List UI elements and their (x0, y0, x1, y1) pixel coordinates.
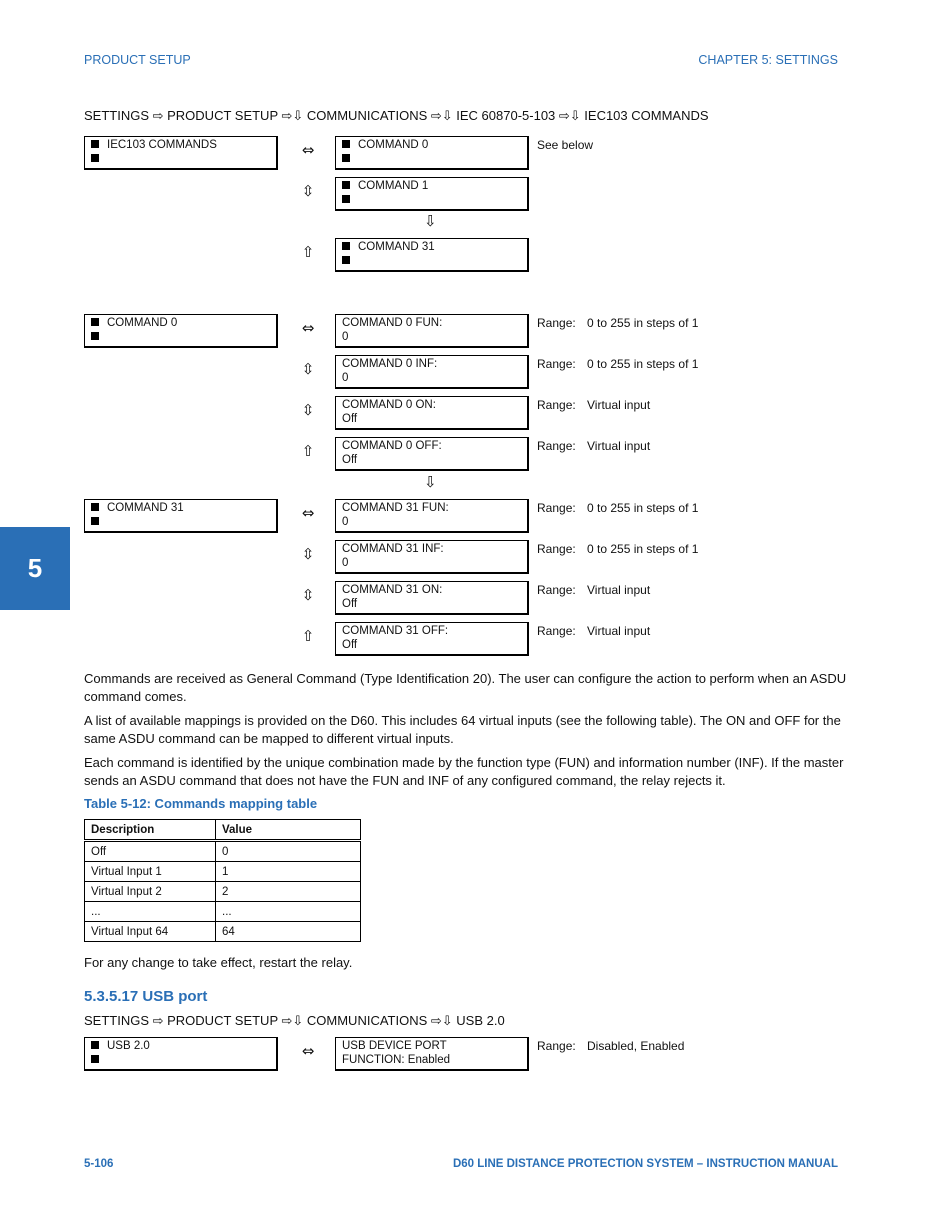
range-value: Virtual input (587, 439, 651, 453)
setting-box (335, 314, 529, 348)
menu-marker-icon (91, 332, 99, 340)
iec103-commands-menu (84, 136, 278, 170)
menu-marker-icon (91, 503, 99, 511)
box-text: COMMAND 31 INF: (342, 543, 444, 555)
table-row (85, 922, 361, 942)
navigation-arrow-icon: ⇔ (301, 141, 315, 159)
command-31-menu (84, 499, 278, 533)
box-value: 0 (342, 371, 349, 384)
box-line (91, 516, 270, 530)
body-text (84, 670, 850, 1075)
navigation-arrow-icon: ⇳ (301, 360, 315, 378)
box-text: COMMAND 31 (358, 241, 435, 253)
commands-mapping-table (84, 819, 361, 942)
box-line (91, 1054, 270, 1068)
value-cell: 2 (216, 882, 361, 902)
navigation-arrow-icon: ⇳ (301, 586, 315, 604)
setting-box (335, 437, 529, 471)
box-line (342, 372, 521, 386)
command-menu-box (335, 238, 529, 272)
command-menu-box (335, 177, 529, 211)
box-line (342, 399, 521, 413)
setting-box (335, 355, 529, 389)
range-info (537, 1039, 685, 1053)
restart-note: For any change to take effect, restart the relay. (84, 955, 353, 970)
navigation-arrow-icon: ⇧ (301, 243, 315, 261)
menu-marker-icon (91, 1041, 99, 1049)
box-line (342, 1054, 521, 1068)
box-text: COMMAND 31 ON: (342, 584, 443, 596)
table-caption: Table 5-12: Commands mapping table (84, 796, 318, 811)
table-header-row (85, 820, 361, 841)
settings-path-iec103: SETTINGS ⇨ PRODUCT SETUP ⇨⇩ COMMUNICATIONS ⇨⇩ IEC 60870-5-103 ⇨⇩ IEC103 COMMANDS (84, 108, 709, 123)
setting-box (335, 622, 529, 656)
box-line (342, 180, 521, 194)
header-left: PRODUCT SETUP (84, 53, 191, 67)
command-0-menu (84, 314, 278, 348)
range-info (537, 542, 699, 556)
box-text: COMMAND 0 OFF: (342, 440, 442, 452)
usb-menu (84, 1037, 278, 1071)
see-below-note: See below (537, 138, 594, 152)
table-row (85, 862, 361, 882)
menu-marker-icon (342, 181, 350, 189)
box-line (342, 543, 521, 557)
box-text: USB DEVICE PORT (342, 1040, 447, 1052)
navigation-arrow-icon: ⇳ (301, 182, 315, 200)
menu-marker-icon (91, 1055, 99, 1063)
chapter-tab: 5 (0, 527, 70, 610)
range-value: 0 to 255 in steps of 1 (587, 501, 699, 515)
range-value: Virtual input (587, 624, 651, 638)
range-label: Range: (537, 1039, 576, 1053)
range-value: 0 to 255 in steps of 1 (587, 357, 699, 371)
range-value: Virtual input (587, 583, 651, 597)
box-line (342, 625, 521, 639)
navigation-arrow-icon: ⇧ (301, 627, 315, 645)
range-label: Range: (537, 357, 576, 371)
box-value: FUNCTION: Enabled (342, 1053, 451, 1066)
range-info (537, 316, 699, 330)
box-line (91, 139, 270, 153)
box-line (342, 502, 521, 516)
setting-box (335, 499, 529, 533)
box-line (342, 440, 521, 454)
box-line (342, 598, 521, 612)
range-value: 0 to 255 in steps of 1 (587, 542, 699, 556)
table-row (85, 841, 361, 862)
value-cell: 64 (216, 922, 361, 942)
box-text: COMMAND 0 INF: (342, 358, 438, 370)
range-label: Range: (537, 316, 576, 330)
menu-marker-icon (342, 242, 350, 250)
box-line (342, 454, 521, 468)
box-value: Off (342, 412, 358, 425)
paragraph: A list of available mappings is provided on the D60. This includes 64 virtual inputs (see the following table). The ON and OFF for the same ASDU command can be mapped to different virtual inputs. (84, 713, 841, 746)
range-label: Range: (537, 501, 576, 515)
value-cell: 1 (216, 862, 361, 882)
description-cell: Virtual Input 1 (85, 862, 216, 882)
range-info (537, 357, 699, 371)
usb-device-port-function-setting (335, 1037, 529, 1071)
box-line (91, 1040, 270, 1054)
box-value: 0 (342, 556, 349, 569)
description-cell: Off (85, 841, 216, 862)
table-row (85, 902, 361, 922)
range-info (537, 624, 651, 638)
menu-marker-icon (342, 140, 350, 148)
box-text: COMMAND 31 FUN: (342, 502, 449, 514)
box-text: USB 2.0 (107, 1040, 150, 1052)
setting-box (335, 396, 529, 430)
range-label: Range: (537, 583, 576, 597)
usb-diagram (84, 1037, 850, 1075)
box-line (91, 502, 270, 516)
box-line (342, 1040, 521, 1054)
box-line (342, 194, 521, 208)
down-arrow-icon: ⇩ (424, 212, 437, 230)
box-line (342, 139, 521, 153)
box-line (342, 358, 521, 372)
description-cell: ... (85, 902, 216, 922)
box-line (342, 639, 521, 653)
navigation-arrow-icon: ⇔ (301, 319, 315, 337)
column-header: Description (85, 820, 216, 841)
menu-marker-icon (91, 318, 99, 326)
section-heading: 5.3.5.17 USB port (84, 988, 208, 1005)
settings-path-usb: SETTINGS ⇨ PRODUCT SETUP ⇨⇩ COMMUNICATIONS ⇨⇩ USB 2.0 (84, 1013, 505, 1028)
navigation-arrow-icon: ⇧ (301, 442, 315, 460)
box-line (342, 317, 521, 331)
menu-marker-icon (91, 517, 99, 525)
menu-marker-icon (342, 195, 350, 203)
box-line (342, 557, 521, 571)
footer-title: D60 LINE DISTANCE PROTECTION SYSTEM – INSTRUCTION MANUAL (452, 1158, 838, 1170)
description-cell: Virtual Input 64 (85, 922, 216, 942)
paragraph: Commands are received as General Command (Type Identification 20). The user can configure the action to perform when an ASDU command comes. (84, 671, 847, 704)
box-text: COMMAND 31 OFF: (342, 625, 449, 637)
down-arrow-icon: ⇩ (424, 473, 437, 491)
column-header: Value (216, 820, 361, 841)
navigation-arrow-icon: ⇔ (301, 504, 315, 522)
menu-marker-icon (342, 256, 350, 264)
box-text: COMMAND 31 (107, 502, 184, 514)
box-line (342, 241, 521, 255)
box-line (342, 331, 521, 345)
box-value: Off (342, 638, 358, 651)
paragraph: Each command is identified by the unique combination made by the function type (FUN) and information number (INF). If the master sends an ASDU command that does not have the FUN and INF of any configured command, the relay rejects it. (84, 755, 844, 788)
box-text: IEC103 COMMANDS (107, 139, 217, 151)
table-row (85, 882, 361, 902)
navigation-arrow-icon: ⇔ (301, 1042, 315, 1060)
header-right: CHAPTER 5: SETTINGS (698, 53, 838, 67)
box-text: COMMAND 1 (358, 180, 429, 192)
box-text: COMMAND 0 (107, 317, 178, 329)
description-cell: Virtual Input 2 (85, 882, 216, 902)
menu-marker-icon (91, 154, 99, 162)
menu-marker-icon (91, 140, 99, 148)
box-line (342, 516, 521, 530)
range-value: Virtual input (587, 398, 651, 412)
box-text: COMMAND 0 (358, 139, 429, 151)
box-text: COMMAND 0 ON: (342, 399, 436, 411)
box-value: 0 (342, 515, 349, 528)
range-label: Range: (537, 542, 576, 556)
range-value: 0 to 255 in steps of 1 (587, 316, 699, 330)
box-text: COMMAND 0 FUN: (342, 317, 443, 329)
box-line (342, 413, 521, 427)
box-line (342, 255, 521, 269)
range-label: Range: (537, 624, 576, 638)
range-label: Range: (537, 398, 576, 412)
value-cell: 0 (216, 841, 361, 862)
box-line (91, 153, 270, 167)
range-info (537, 583, 651, 597)
menu-marker-icon (342, 154, 350, 162)
value-cell: ... (216, 902, 361, 922)
navigation-arrow-icon: ⇳ (301, 401, 315, 419)
box-line (91, 331, 270, 345)
box-value: Off (342, 597, 358, 610)
range-value: Disabled, Enabled (587, 1039, 685, 1053)
setting-box (335, 581, 529, 615)
footer-page-number: 5-106 (84, 1158, 114, 1170)
navigation-arrow-icon: ⇳ (301, 545, 315, 563)
range-label: Range: (537, 439, 576, 453)
command-menu-box (335, 136, 529, 170)
box-value: 0 (342, 330, 349, 343)
box-line (342, 584, 521, 598)
box-line (91, 317, 270, 331)
box-value: Off (342, 453, 358, 466)
box-line (342, 153, 521, 167)
setting-box (335, 540, 529, 574)
range-info (537, 439, 651, 453)
range-info (537, 501, 699, 515)
range-info (537, 398, 651, 412)
